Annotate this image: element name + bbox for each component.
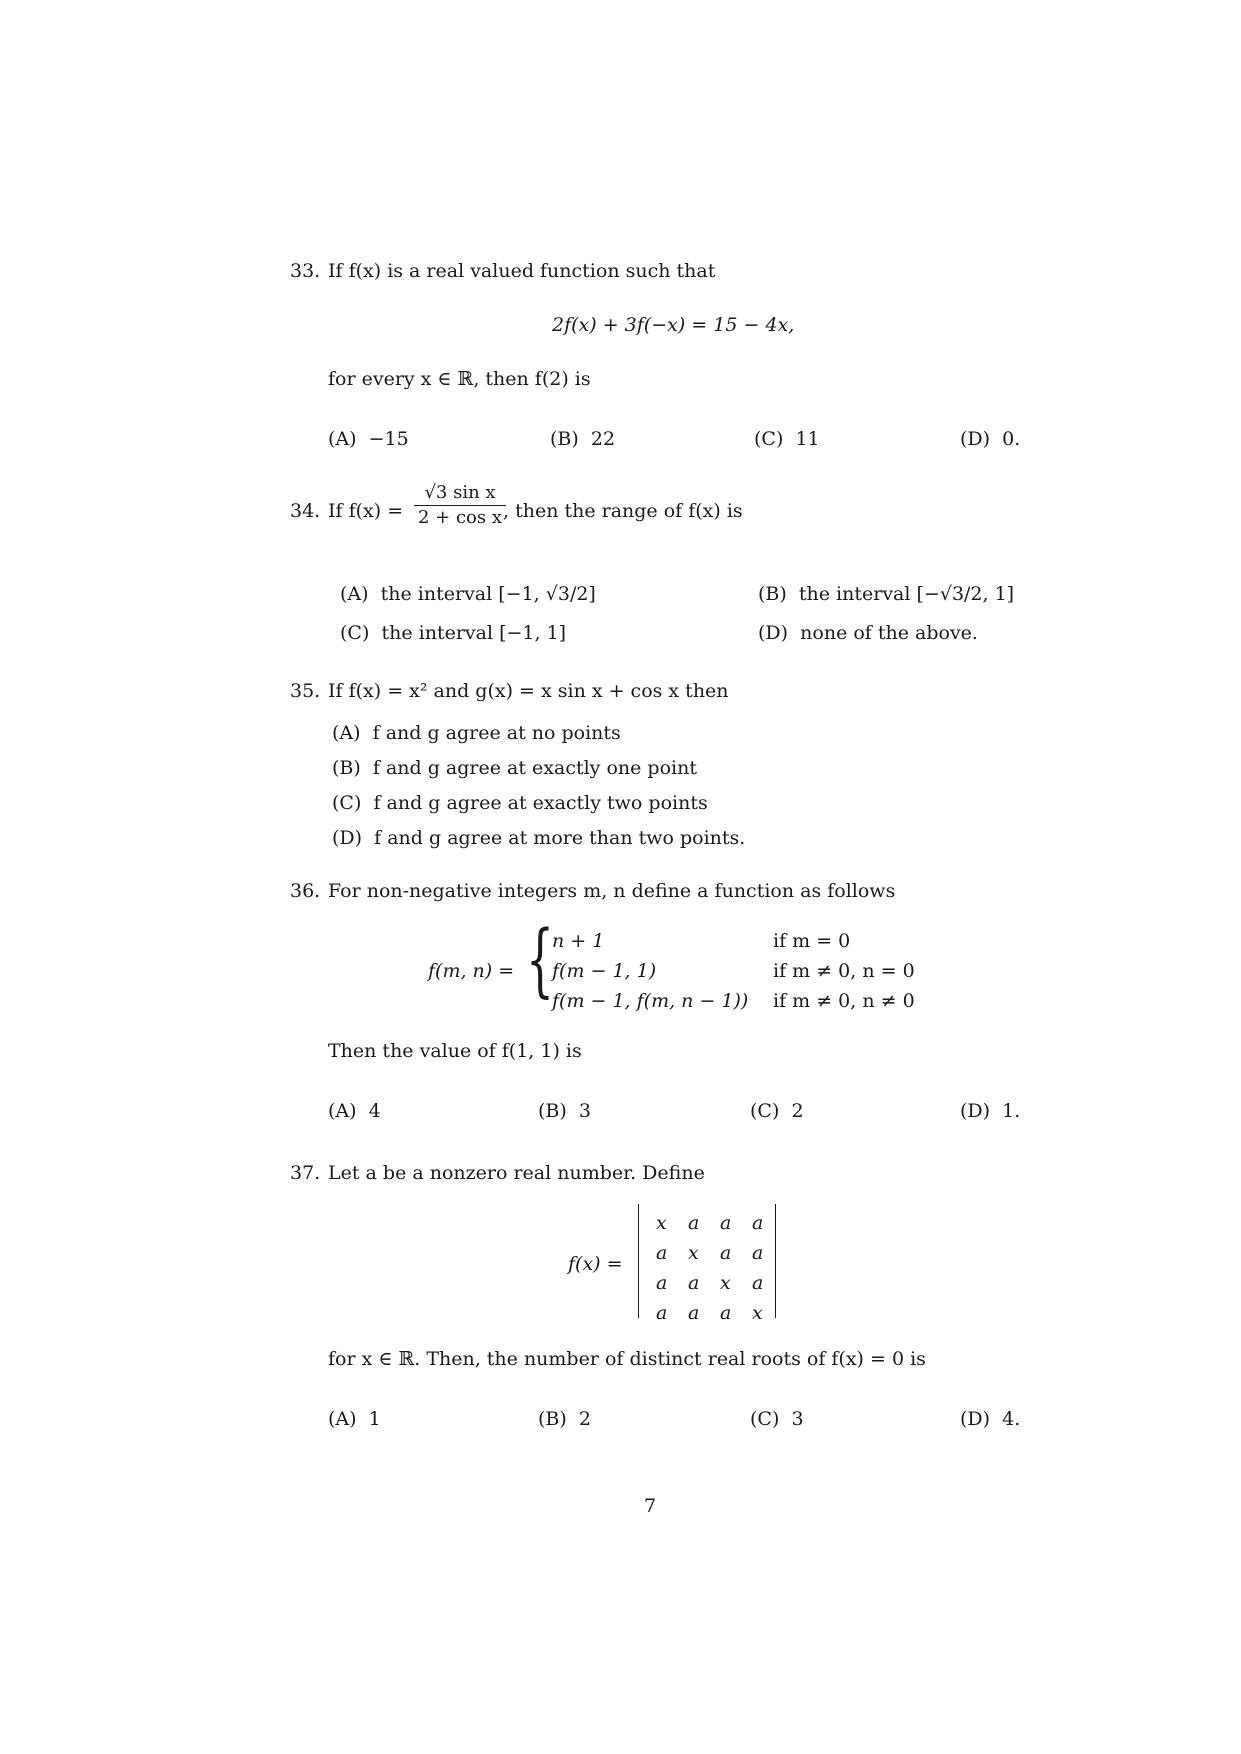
option-label: (C)	[750, 1100, 780, 1122]
option-label: (D)	[960, 1408, 991, 1430]
q34-fraction	[414, 484, 506, 527]
q33-option-b	[550, 430, 615, 449]
matrix-cell: a	[720, 1302, 732, 1324]
q34-number: 34.	[290, 500, 321, 522]
q36-option-a	[328, 1102, 381, 1121]
option-text: f and g agree at more than two points.	[374, 827, 746, 849]
page-number: 7	[644, 1495, 657, 1517]
matrix-cell: a	[688, 1302, 700, 1324]
matrix-cell: a	[720, 1212, 732, 1234]
q34-option-c	[340, 624, 566, 643]
option-label: (D)	[758, 622, 789, 644]
matrix-cell: x	[656, 1212, 667, 1234]
matrix-cell: a	[656, 1302, 668, 1324]
option-label: (B)	[550, 428, 579, 450]
matrix-cell: a	[656, 1242, 668, 1264]
option-text: 1	[368, 1408, 381, 1430]
option-text: 2	[578, 1408, 591, 1430]
option-text: the interval [−1, √3/2]	[380, 583, 596, 605]
q36-case-2-cond: if m ≠ 0, n = 0	[773, 960, 915, 982]
option-text: 4.	[1002, 1408, 1021, 1430]
q36-option-c	[750, 1102, 804, 1121]
matrix-cell: a	[688, 1272, 700, 1294]
option-text: 0.	[1002, 428, 1021, 450]
option-label: (B)	[758, 583, 787, 605]
q37-option-a	[328, 1410, 381, 1429]
q36-lhs: f(m, n) =	[428, 960, 515, 982]
option-text: 3	[578, 1100, 591, 1122]
q36-option-d	[960, 1102, 1020, 1121]
option-label: (A)	[332, 722, 361, 744]
q35-stem: If f(x) = x² and g(x) = x sin x + cos x then	[328, 680, 729, 702]
q35-option-b	[332, 759, 697, 778]
option-label: (A)	[328, 428, 357, 450]
matrix-cell: x	[752, 1302, 763, 1324]
matrix-cell: a	[752, 1272, 764, 1294]
q35-option-c	[332, 794, 708, 813]
option-text: none of the above.	[800, 622, 978, 644]
matrix-cell: x	[720, 1272, 731, 1294]
q33-number: 33.	[290, 260, 321, 282]
option-label: (B)	[538, 1408, 567, 1430]
q36-case-1-cond: if m = 0	[773, 930, 851, 952]
q36-case-3-cond: if m ≠ 0, n ≠ 0	[773, 990, 915, 1012]
option-text: the interval [−√3/2, 1]	[798, 583, 1015, 605]
option-label: (D)	[960, 1100, 991, 1122]
q33-condition: for every x ∈ ℝ, then f(2) is	[328, 368, 591, 390]
matrix-cell: a	[752, 1242, 764, 1264]
matrix-cell: a	[688, 1212, 700, 1234]
option-text: f and g agree at no points	[372, 722, 621, 744]
option-text: f and g agree at exactly one point	[372, 757, 697, 779]
q33-option-c	[754, 430, 820, 449]
q37-stem: Let a be a nonzero real number. Define	[328, 1162, 705, 1184]
option-label: (D)	[332, 827, 363, 849]
q37-lhs: f(x) =	[568, 1253, 623, 1275]
option-text: the interval [−1, 1]	[381, 622, 567, 644]
q37-option-c	[750, 1410, 804, 1429]
option-label: (C)	[750, 1408, 780, 1430]
option-text: 4	[368, 1100, 381, 1122]
matrix-cell: a	[752, 1212, 764, 1234]
option-text: 11	[795, 428, 820, 450]
option-text: f and g agree at exactly two points	[373, 792, 708, 814]
q33-option-d	[960, 430, 1020, 449]
q35-option-d	[332, 829, 745, 848]
q35-number: 35.	[290, 680, 321, 702]
q33-stem: If f(x) is a real valued function such that	[328, 260, 716, 282]
option-label: (C)	[754, 428, 784, 450]
q33-equation: 2f(x) + 3f(−x) = 15 − 4x,	[552, 314, 795, 336]
q36-number: 36.	[290, 880, 321, 902]
q34-numerator: √3 sin x	[424, 482, 496, 503]
q36-case-3-expr: f(m − 1, f(m, n − 1))	[552, 990, 749, 1012]
option-label: (D)	[960, 428, 991, 450]
q37-option-b	[538, 1410, 591, 1429]
q36-option-b	[538, 1102, 591, 1121]
q35-option-a	[332, 724, 621, 743]
option-label: (B)	[332, 757, 361, 779]
q37-option-d	[960, 1410, 1020, 1429]
option-label: (C)	[332, 792, 362, 814]
option-label: (C)	[340, 622, 370, 644]
option-text: 3	[791, 1408, 804, 1430]
q36-case-1-expr: n + 1	[552, 930, 605, 952]
q34-option-b	[758, 585, 1014, 604]
q34-lhs: If f(x) =	[328, 500, 404, 522]
option-label: (A)	[328, 1408, 357, 1430]
q36-then: Then the value of f(1, 1) is	[328, 1040, 582, 1062]
option-label: (A)	[328, 1100, 357, 1122]
option-label: (B)	[538, 1100, 567, 1122]
matrix-cell: a	[720, 1242, 732, 1264]
q34-option-d	[758, 624, 978, 643]
q37-det-left-bar	[638, 1204, 639, 1318]
option-text: 1.	[1002, 1100, 1021, 1122]
q33-option-a	[328, 430, 409, 449]
q36-case-2-expr: f(m − 1, 1)	[552, 960, 657, 982]
q34-denominator: 2 + cos x	[414, 505, 506, 527]
q37-condition: for x ∈ ℝ. Then, the number of distinct real roots of f(x) = 0 is	[328, 1348, 926, 1370]
q34-tail: , then the range of f(x) is	[503, 500, 743, 522]
matrix-cell: x	[688, 1242, 699, 1264]
option-text: 22	[590, 428, 616, 450]
q37-det-right-bar	[775, 1204, 776, 1318]
q37-number: 37.	[290, 1162, 321, 1184]
option-label: (A)	[340, 583, 369, 605]
q34-option-a	[340, 585, 596, 604]
option-text: 2	[791, 1100, 804, 1122]
q36-left-brace: {	[526, 913, 554, 1006]
matrix-cell: a	[656, 1272, 668, 1294]
q36-stem: For non-negative integers m, n define a function as follows	[328, 880, 896, 902]
option-text: −15	[368, 428, 409, 450]
